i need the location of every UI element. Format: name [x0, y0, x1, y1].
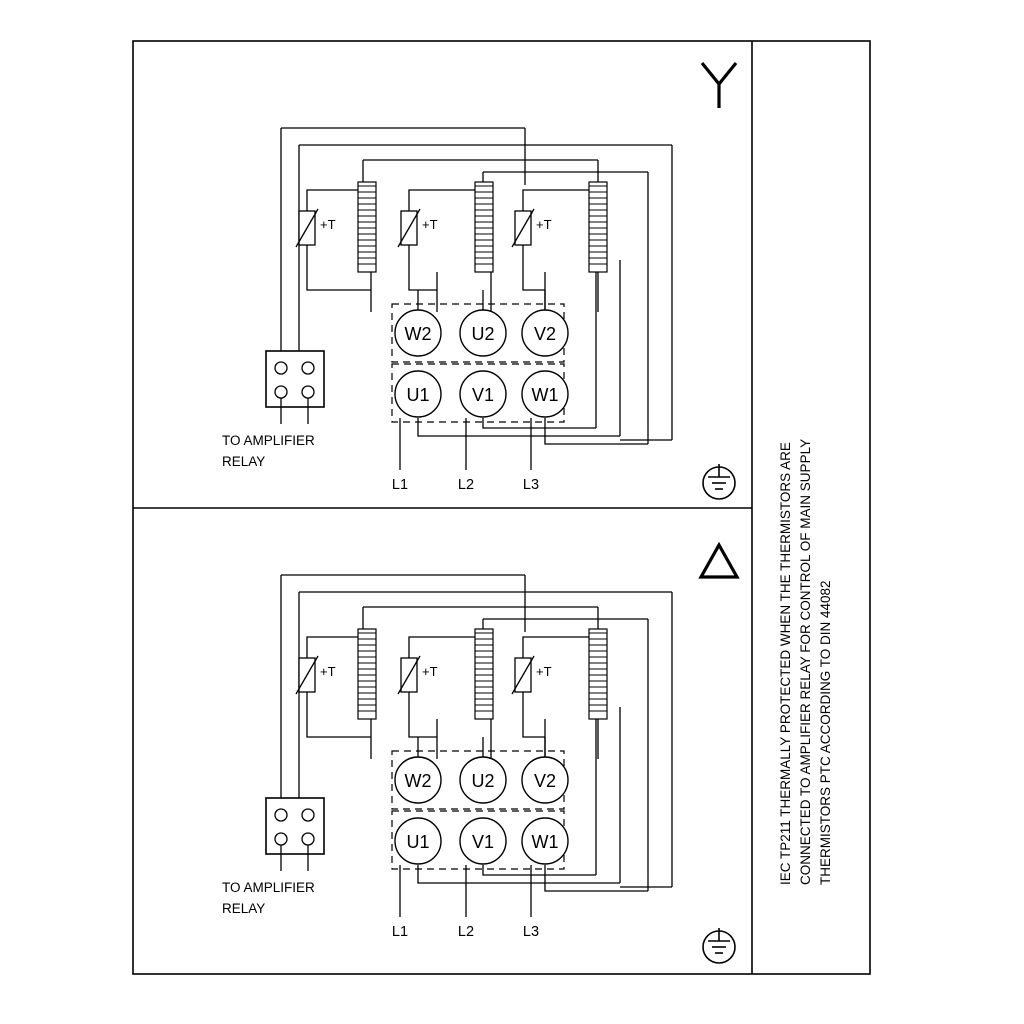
star-y-connection-symbol: [702, 63, 736, 108]
panel-star: [222, 63, 736, 499]
thermistor-2: [398, 656, 438, 694]
supply-labels: [392, 477, 539, 493]
coil-w: [358, 182, 376, 272]
terminal-label-v2: V2: [533, 771, 557, 791]
terminal-box: [222, 798, 324, 916]
thermistor-label: +T: [320, 664, 336, 679]
supply-label-l2: L2: [457, 924, 475, 940]
coil-w: [358, 629, 376, 719]
thermistor-label: +T: [536, 664, 552, 679]
note-line-1: IEC TP211 THERMALLY PROTECTED WHEN THE THERMISTORS ARE: [778, 442, 793, 885]
supply-label-l3: L3: [522, 924, 540, 940]
terminal-box-label-line-2: RELAY: [222, 901, 266, 916]
terminal-label-w2: W2: [404, 324, 432, 344]
terminal-label-v1: V1: [471, 385, 495, 405]
thermistor-1: [296, 209, 336, 247]
thermistor-label: +T: [422, 664, 438, 679]
thermistor-3: [512, 656, 552, 694]
terminal-box-label-line-1: TO AMPLIFIER: [222, 433, 315, 448]
supply-label-l1: L1: [391, 924, 409, 940]
terminal-label-v2: V2: [533, 324, 557, 344]
supply-label-l2: L2: [457, 477, 475, 493]
terminal-label-u1: U1: [406, 832, 430, 852]
earth-ground-symbol: [703, 928, 735, 963]
star-thermistor-group: [296, 209, 552, 247]
note-line-2: CONNECTED TO AMPLIFIER RELAY FOR CONTROL OF MAIN SUPPLY: [798, 438, 813, 885]
coil-v: [589, 182, 607, 272]
winding-terminal-block: [392, 304, 568, 422]
thermistor-label: +T: [422, 217, 438, 232]
delta-thermistor-group: [296, 656, 552, 694]
thermistor-1: [296, 656, 336, 694]
star-wiring: [281, 128, 672, 470]
terminal-label-w1: W1: [531, 385, 559, 405]
thermistor-label: +T: [320, 217, 336, 232]
coil-u: [475, 182, 493, 272]
terminal-label-u2: U2: [471, 771, 495, 791]
thermistor-2: [398, 209, 438, 247]
supply-label-l1: L1: [391, 477, 409, 493]
note-block: [778, 439, 833, 885]
terminal-box-label-line-2: RELAY: [222, 454, 266, 469]
delta-coil-group: [358, 629, 607, 719]
winding-terminal-block: [392, 751, 568, 869]
thermistor-label: +T: [536, 217, 552, 232]
earth-ground-symbol: [703, 464, 735, 499]
terminal-box-label-line-1: TO AMPLIFIER: [222, 880, 315, 895]
star-coil-group: [358, 182, 607, 272]
coil-u: [475, 629, 493, 719]
terminal-label-u1: U1: [406, 385, 430, 405]
delta-connection-symbol: [701, 545, 737, 577]
terminal-label-w2: W2: [404, 771, 432, 791]
terminal-label-w1: W1: [531, 832, 559, 852]
supply-label-l3: L3: [522, 477, 540, 493]
terminal-label-v1: V1: [471, 832, 495, 852]
delta-wiring: [281, 575, 672, 917]
terminal-label-u2: U2: [471, 324, 495, 344]
coil-v: [589, 629, 607, 719]
thermistor-3: [512, 209, 552, 247]
note-line-3: THERMISTORS PTC ACCORDING TO DIN 44082: [818, 580, 833, 885]
supply-labels: [392, 924, 539, 940]
panel-delta: [222, 545, 737, 963]
terminal-box: [222, 351, 324, 469]
